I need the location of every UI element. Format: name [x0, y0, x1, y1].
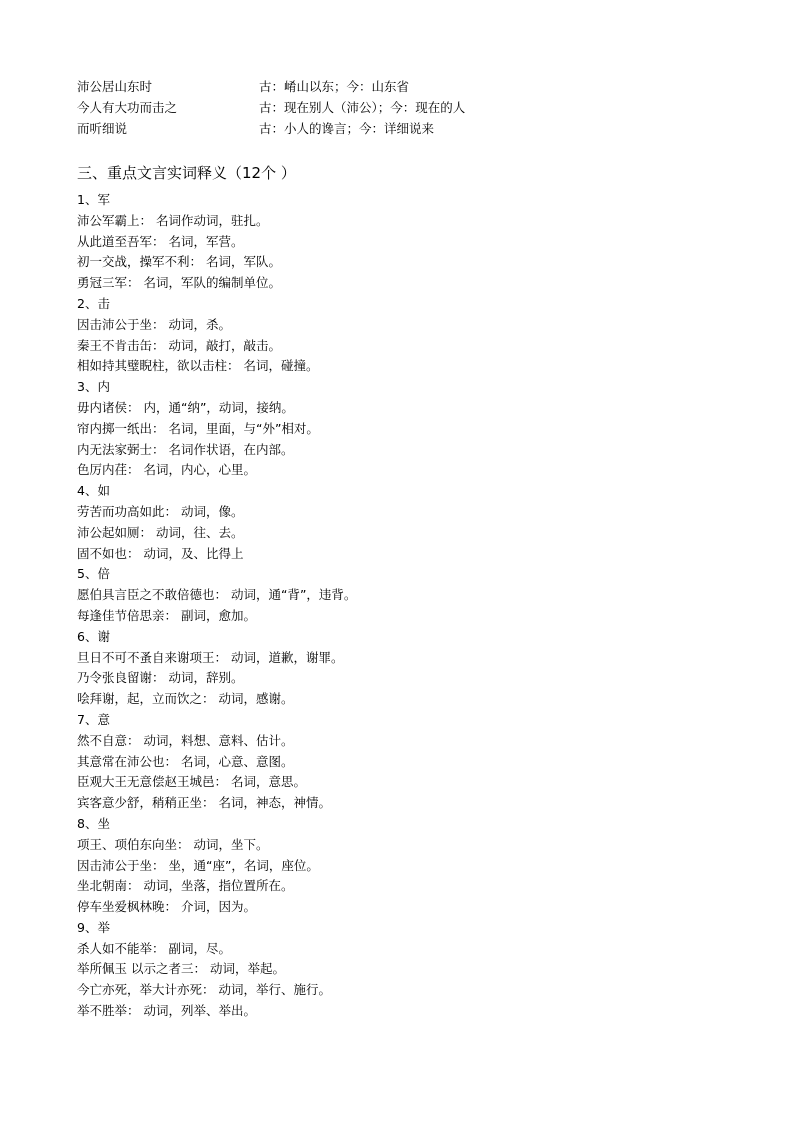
definition-line: 举不胜举： 动词，列举、举出。 [77, 1003, 256, 1019]
entry-heading: 9、举 [77, 919, 110, 935]
definition-line: 项王、项伯东向坐： 动词，坐下。 [77, 836, 269, 852]
definition-list [77, 190, 737, 1022]
entry-heading: 7、意 [77, 711, 110, 727]
definition-line: 乃令张良留谢： 动词，辞别。 [77, 670, 244, 686]
definition-line: 坐北朝南： 动词，坐落，指位置所在。 [77, 878, 294, 894]
entry-heading: 4、如 [77, 483, 110, 499]
definition-line: 然不自意： 动词，料想、意料、估计。 [77, 732, 294, 748]
section-title: 三、重点文言实词释义（12个 ） [77, 164, 296, 182]
definition-line: 勇冠三军： 名词，军队的编制单位。 [77, 275, 281, 291]
definition-line: 帘内掷一纸出： 名词，里面，与“外”相对。 [77, 420, 319, 436]
entry-heading: 5、倍 [77, 566, 110, 582]
definition-line: 其意常在沛公也： 名词，心意、意图。 [77, 753, 294, 769]
definition-line: 沛公军霸上： 名词作动词，驻扎。 [77, 212, 269, 228]
table-row [77, 97, 737, 118]
definition-line: 旦日不可不蚤自来谢项王： 动词，道歉，谢罪。 [77, 649, 344, 665]
definition-line: 举所佩玉 以示之者三： 动词，举起。 [77, 961, 285, 977]
definition-line: 停车坐爱枫林晚： 介词，因为。 [77, 899, 256, 915]
definition-line: 宾客意少舒，稍稍正坐： 名词，神态，神情。 [77, 795, 331, 811]
definition-line: 相如持其璧睨柱，欲以击柱： 名词，碰撞。 [77, 358, 319, 374]
table-row [77, 118, 737, 139]
definition-line: 因击沛公于坐： 坐，通“座”，名词，座位。 [77, 857, 319, 873]
word-cell: 沛公居山东时 [77, 79, 153, 94]
meaning-cell: 古：小人的谗言；今：详细说来 [259, 121, 435, 136]
definition-line: 毋内诸侯： 内，通“纳”，动词，接纳。 [77, 399, 294, 415]
definition-line: 臣观大王无意偿赵王城邑： 名词，意思。 [77, 774, 306, 790]
definition-line: 沛公起如厕： 动词，往、去。 [77, 524, 244, 540]
entry-heading: 2、击 [77, 295, 110, 311]
document-page [77, 76, 737, 1022]
definition-line: 每逢佳节倍思亲： 副词，愈加。 [77, 607, 256, 623]
definition-line: 固不如也： 动词，及、比得上 [77, 545, 244, 561]
definition-line: 劳苦而功高如此： 动词，像。 [77, 503, 244, 519]
definition-line: 色厉内荏： 名词，内心，心里。 [77, 462, 256, 478]
entry-heading: 3、内 [77, 379, 110, 395]
definition-line: 内无法家弼士： 名词作状语，在内部。 [77, 441, 294, 457]
definition-line: 秦王不肯击缶： 动词，敲打，敲击。 [77, 337, 281, 353]
meaning-cell: 古：崤山以东；今：山东省 [259, 79, 410, 94]
definition-line: 从此道至吾军： 名词，军营。 [77, 233, 244, 249]
definition-line: 初一交战，操军不利： 名词，军队。 [77, 254, 281, 270]
definition-line: 愿伯具言臣之不敢倍德也： 动词，通“背”，违背。 [77, 587, 357, 603]
word-cell: 而听细说 [77, 121, 128, 136]
table-row [77, 76, 737, 97]
entry-heading: 8、坐 [77, 815, 110, 831]
definition-line: 今亡亦死，举大计亦死： 动词，举行、施行。 [77, 982, 331, 998]
definition-line: 杀人如不能举： 副词，尽。 [77, 940, 231, 956]
entry-heading: 6、谢 [77, 628, 110, 644]
meaning-cell: 古：现在别人（沛公）；今：现在的人 [259, 100, 466, 115]
entry-heading: 1、军 [77, 192, 110, 207]
definition-line: 哙拜谢，起，立而饮之： 动词，感谢。 [77, 691, 294, 707]
word-cell: 今人有大功而击之 [77, 100, 178, 115]
definition-line: 因击沛公于坐： 动词，杀。 [77, 316, 231, 332]
